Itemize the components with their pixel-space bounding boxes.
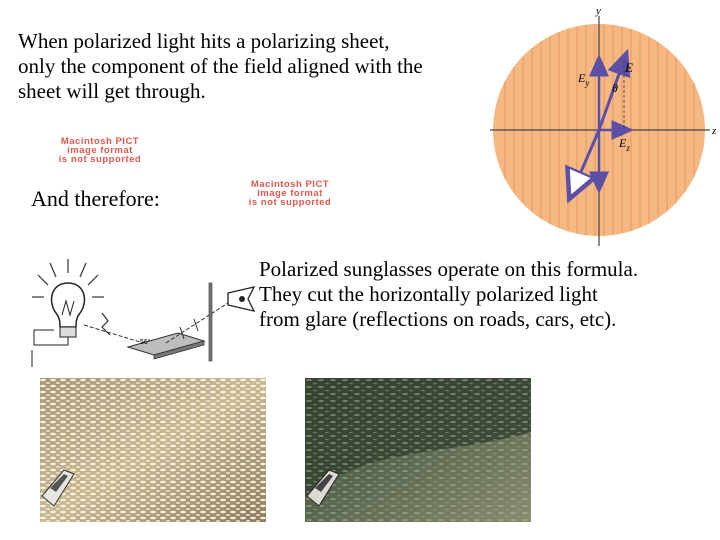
sunglasses-line: They cut the horizontally polarized light	[259, 282, 598, 306]
angle-label: 56°	[140, 339, 151, 346]
polarizer-diagram	[484, 0, 720, 250]
ez-label: $E_z$	[619, 136, 630, 153]
therefore-text: And therefore:	[31, 186, 160, 211]
glare-reflections	[40, 378, 266, 522]
pict-line: is not supported	[248, 197, 332, 208]
pict-line: Macintosh PICT	[60, 136, 140, 147]
intro-line: only the component of the field aligned with the	[18, 54, 423, 78]
lightbulb-icon	[52, 283, 85, 327]
pict-line: image format	[67, 145, 133, 156]
pict-placeholder-malus-law	[226, 180, 354, 207]
intro-line: sheet will get through.	[18, 79, 206, 103]
eye-pupil	[239, 296, 245, 302]
photo-glare-unfiltered	[40, 378, 266, 522]
pict-line: Macintosh PICT	[250, 179, 330, 190]
pict-placeholder-formula	[30, 137, 170, 164]
glare-diagram	[28, 255, 260, 367]
polarizing-sheet	[209, 283, 212, 361]
reflected-ray	[166, 303, 228, 343]
pict-line: is not supported	[58, 154, 142, 165]
intro-text	[18, 29, 423, 104]
sunglasses-line: Polarized sunglasses operate on this formula.	[259, 257, 639, 281]
z-axis-label: z	[712, 125, 717, 137]
photo-polarized-filtered	[305, 378, 531, 522]
theta-label: θ	[612, 81, 618, 95]
pict-line: image format	[257, 188, 323, 199]
reduced-reflections	[305, 378, 531, 522]
intro-line: When polarized light hits a polarizing sheet,	[18, 29, 390, 53]
sunglasses-text	[259, 257, 638, 332]
sunglasses-line: from glare (reflections on roads, cars, etc).	[259, 307, 617, 331]
ey-label: $E_y$	[578, 71, 590, 88]
unpolarized-symbol	[102, 313, 110, 335]
e-label: E	[625, 60, 633, 75]
bulb-base	[60, 327, 76, 337]
y-axis-label: y	[596, 5, 601, 17]
